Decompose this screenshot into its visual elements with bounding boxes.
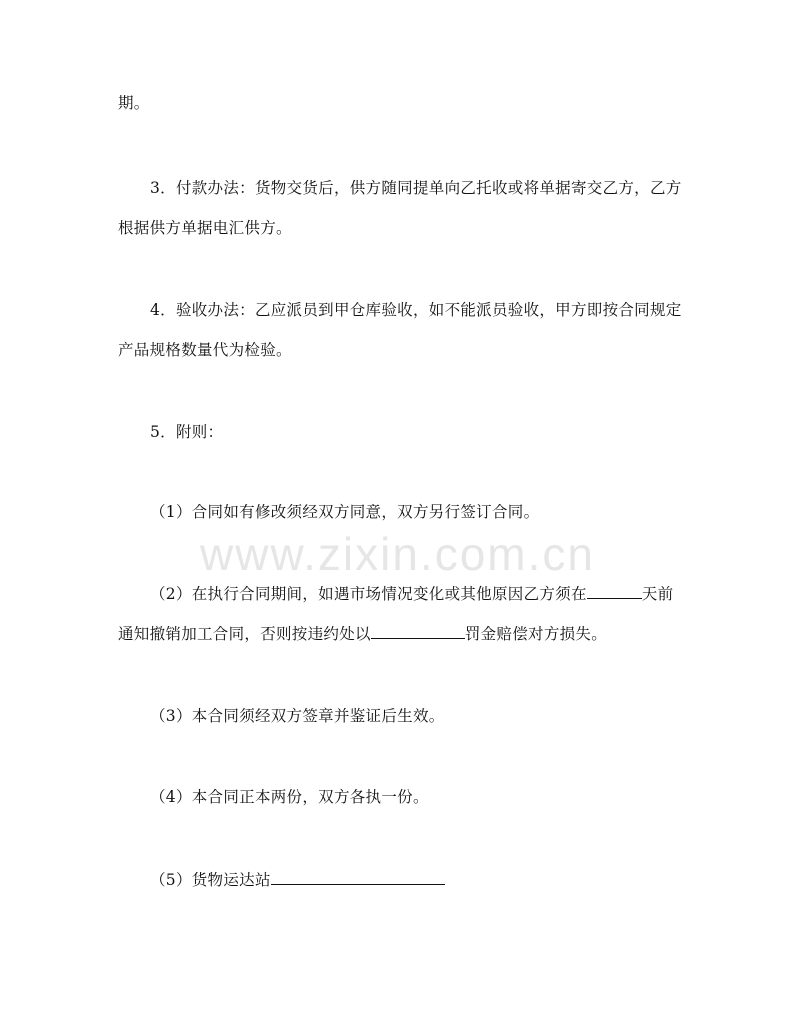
item-2-text-2: 通知撤销加工合同，否则按违约处以 (118, 625, 371, 643)
item-1: （1）合同如有修改须经双方同意，双方另行签订合同。 (150, 503, 540, 521)
station-blank[interactable] (271, 870, 445, 885)
item-4: （4）本合同正本两份，双方各执一份。 (150, 788, 429, 806)
item-5-text: （5）货物运达站 (150, 871, 271, 889)
item-2-line-2 (118, 624, 607, 644)
penalty-blank[interactable] (371, 624, 465, 639)
item-2-text: （2）在执行合同期间，如遇市场情况变化或其他原因乙方须在 (150, 585, 587, 603)
item-5 (150, 870, 445, 890)
clause-4-line-2: 产品规格数量代为检验。 (118, 341, 292, 359)
clause-3-line-2: 根据供方单据电汇供方。 (118, 219, 292, 237)
clause-3-line-1: 3．付款办法：货物交货后，供方随同提单向乙托收或将单据寄交乙方，乙方 (150, 179, 682, 197)
item-2-text-end: 天前 (641, 585, 674, 603)
watermark: www.zixin.com.cn (200, 528, 595, 580)
item-3: （3）本合同须经双方签章并鉴证后生效。 (150, 707, 445, 725)
item-2-line-1 (150, 584, 673, 604)
clause-5-heading: 5．附则： (150, 423, 224, 441)
paragraph-line: 期。 (118, 94, 150, 112)
days-blank[interactable] (587, 584, 642, 599)
item-2-text-3: 罚金赔偿对方损失。 (464, 625, 608, 643)
clause-4-line-1: 4．验收办法：乙应派员到甲仓库验收，如不能派员验收，甲方即按合同规定 (150, 301, 682, 319)
